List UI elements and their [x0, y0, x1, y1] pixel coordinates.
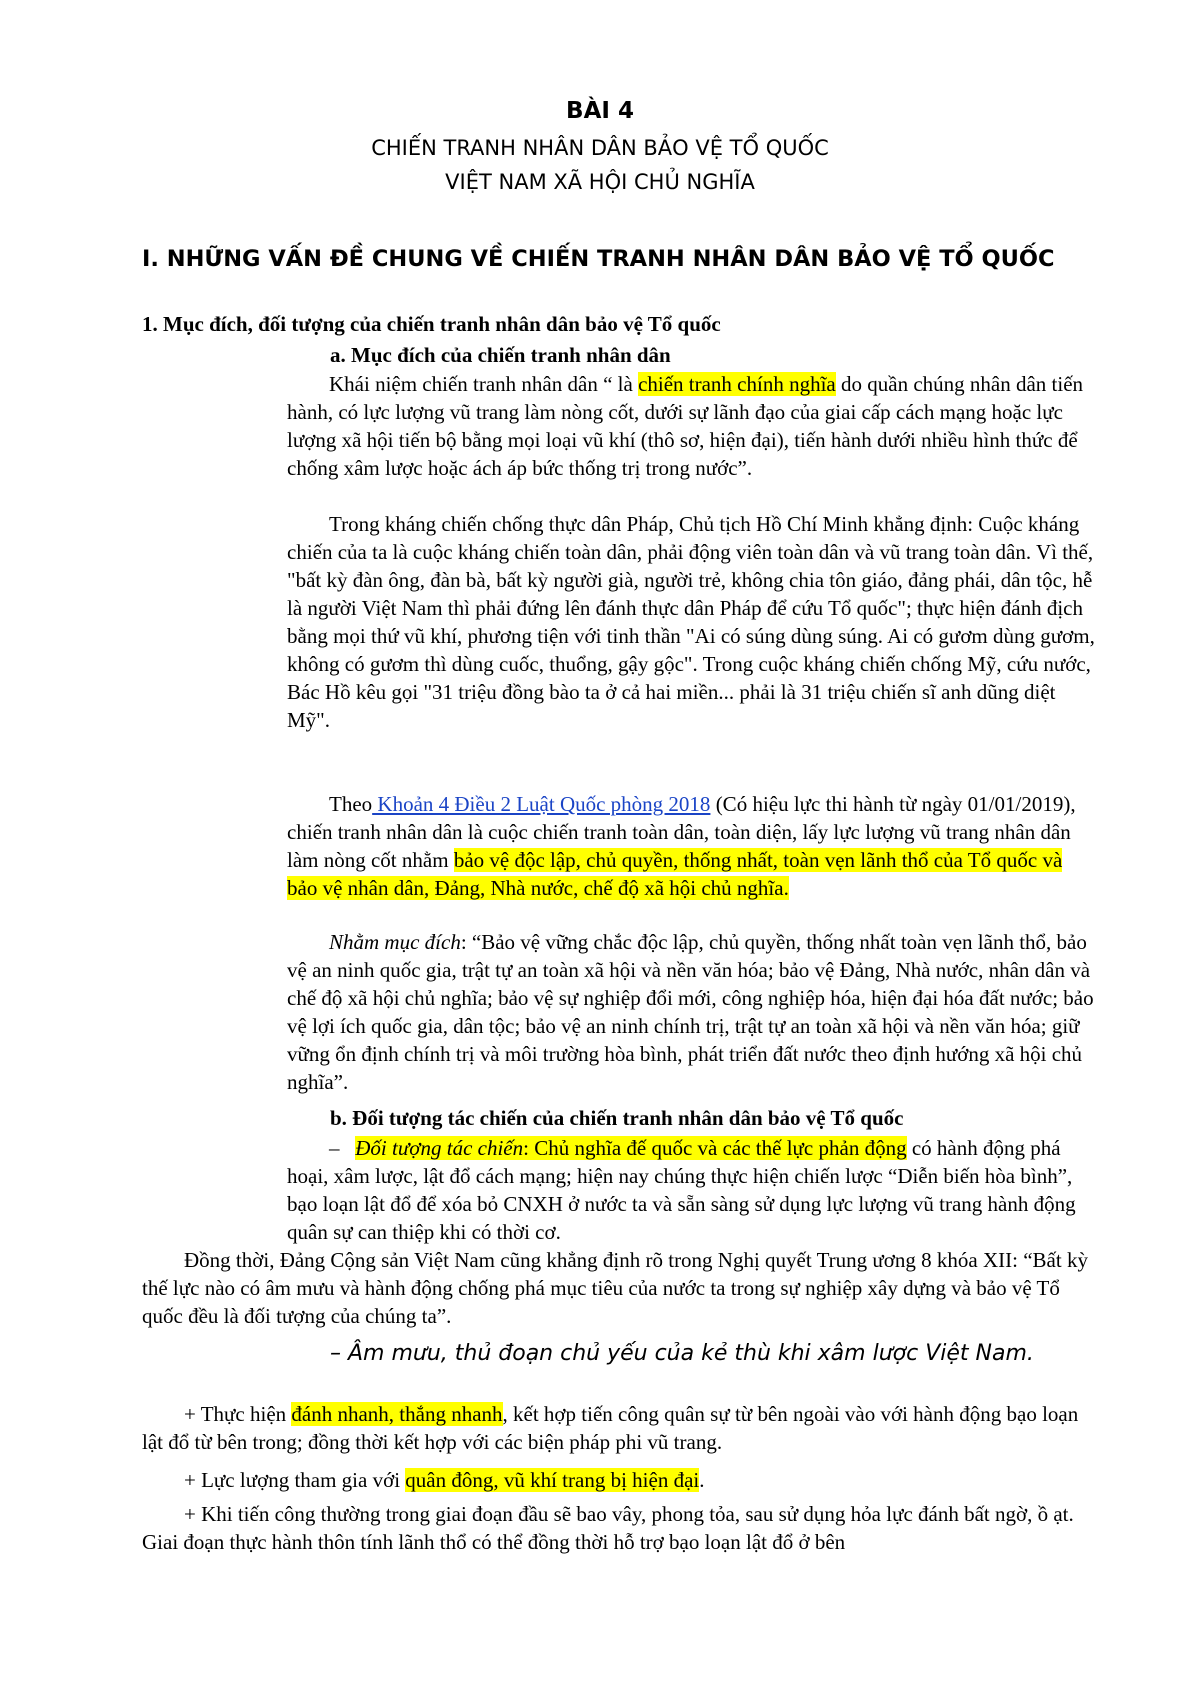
attack-phases-text: + Khi tiến công thường trong giai đoạn đầu sẽ bao vây, phong tỏa, sau sử dụng hỏa lực đánh bất ngờ, ồ ạt. Giai đoạn thực hành thôn tính lãnh thổ có thể đồng thời hỗ trợ bạo loạn lật đổ ở bên: [142, 1502, 1074, 1554]
concept-text-pre: Khái niệm chiến tranh nhân dân “ là: [329, 372, 639, 396]
subheading-a: a. Mục đích của chiến tranh nhân dân: [330, 343, 671, 367]
fast-attack-pre: + Thực hiện: [184, 1402, 292, 1426]
combat-target-item: [287, 1134, 1097, 1246]
subsection-heading: 1. Mục đích, đối tượng của chiến tranh nhân dân bảo vệ Tổ quốc: [142, 312, 721, 336]
forces-pre: + Lực lượng tham gia với: [184, 1468, 406, 1492]
lesson-title-line2: VIỆT NAM XÃ HỘI CHỦ NGHĨA: [445, 170, 755, 194]
fast-attack-post: , kết hợp tiến công quân sự từ bên ngoài vào với hành động bạo loạn lật đổ từ bên trong; đồng thời kết hợp với các biện pháp phi vũ trang.: [142, 1402, 1079, 1454]
forces-post: .: [699, 1468, 705, 1492]
resolution-text: Đồng thời, Đảng Cộng sản Việt Nam cũng khẳng định rõ trong Nghị quyết Trung ương 8 khóa XII: “Bất kỳ thế lực nào có âm mưu và hành động chống phá mục tiêu của nước ta trong sự nghiệp xây dựng và bảo vệ Tổ quốc đều là đối tượng của chúng ta”.: [142, 1248, 1088, 1328]
subheading-b: b. Đối tượng tác chiến của chiến tranh nhân dân bảo vệ Tổ quốc: [330, 1106, 904, 1130]
paragraph-resolution: [142, 1246, 1102, 1330]
purpose-label: Nhằm mục đích: [329, 930, 461, 954]
paragraph-ho-chi-minh: [287, 510, 1097, 734]
highlight-forces: quân đông, vũ khí trang bị hiện đại: [405, 1468, 700, 1492]
combat-target-label: Đối tượng tác chiến: [355, 1136, 524, 1160]
bullet-attack-phases: [142, 1500, 1102, 1556]
highlight-imperialism: : Chủ nghĩa đế quốc và các thế lực phản động: [523, 1136, 907, 1160]
law-text-mid: (Có hiệu lực thi hành từ ngày 01/01/2019), chiến tranh nhân dân là cuộc chiến tranh toàn dân, toàn diện, lấy lực lượng vũ trang nhân dân làm nòng cốt nhằm: [287, 792, 1076, 872]
lesson-title-line1: CHIẾN TRANH NHÂN DÂN BẢO VỆ TỔ QUỐC: [371, 136, 829, 160]
bullet-fast-attack: [142, 1400, 1102, 1456]
paragraph-defense-law: [287, 790, 1097, 902]
combat-target-text: có hành động phá hoại, xâm lược, lật đổ cách mạng; hiện nay chúng thực hiện chiến lược “Diễn biến hòa bình”, bạo loạn lật đổ để xóa bỏ CNXH ở nước ta và sẵn sàng sử dụng lực lượng vũ trang hành động quân sự can thiệp khi có thời cơ.: [287, 1136, 1076, 1244]
defense-law-link[interactable]: Khoản 4 Điều 2 Luật Quốc phòng 2018: [372, 792, 711, 816]
concept-text-post: do quần chúng nhân dân tiến hành, có lực lượng vũ trang làm nòng cốt, dưới sự lãnh đạo của giai cấp cách mạng hoặc lực lượng xã hội tiến bộ bằng mọi loại vũ khí (thô sơ, hiện đại), tiến hành dưới nhiều hình thức để chống xâm lược hoặc ách áp bức thống trị trong nước”.: [287, 372, 1084, 480]
lesson-number: BÀI 4: [566, 98, 634, 124]
paragraph-concept: [287, 370, 1097, 482]
purpose-text: : “Bảo vệ vững chắc độc lập, chủ quyền, thống nhất toàn vẹn lãnh thổ, bảo vệ an ninh quốc gia, trật tự an toàn xã hội và nền văn hóa; bảo vệ Đảng, Nhà nước, nhân dân và chế độ xã hội chủ nghĩa; bảo vệ sự nghiệp đổi mới, công nghiệp hóa, hiện đại hóa đất nước; bảo vệ lợi ích quốc gia, dân tộc; bảo vệ an ninh chính trị, trật tự an toàn xã hội và nền văn hóa; giữ vững ổn định chính trị và môi trường hòa bình, phát triển đất nước theo định hướng xã hội chủ nghĩa”.: [287, 930, 1094, 1094]
highlight-just-war: chiến tranh chính nghĩa: [638, 372, 836, 396]
bullet-forces: [142, 1466, 1102, 1494]
law-text-pre: Theo: [329, 792, 373, 816]
highlight-fast-attack: đánh nhanh, thắng nhanh: [291, 1402, 503, 1426]
dash-marker: –: [329, 1136, 340, 1160]
plot-heading: – Âm mưu, thủ đoạn chủ yếu của kẻ thù khi xâm lược Việt Nam.: [330, 1341, 1034, 1366]
highlight-protect-independence: bảo vệ độc lập, chủ quyền, thống nhất, toàn vẹn lãnh thổ của Tổ quốc và bảo vệ nhân dân, Đảng, Nhà nước, chế độ xã hội chủ nghĩa.: [287, 848, 1063, 900]
section-heading: I. NHỮNG VẤN ĐỀ CHUNG VỀ CHIẾN TRANH NHÂN DÂN BẢO VỆ TỔ QUỐC: [142, 246, 1055, 272]
ho-chi-minh-text: Trong kháng chiến chống thực dân Pháp, Chủ tịch Hồ Chí Minh khẳng định: Cuộc kháng chiến của ta là cuộc kháng chiến toàn dân, phải động viên toàn dân và vũ trang toàn dân. Vì thế, "bất kỳ đàn ông, đàn bà, bất kỳ người già, người trẻ, không chia tôn giáo, đảng phái, dân tộc, hễ là người Việt Nam thì phải đứng lên đánh thực dân Pháp để cứu Tổ quốc"; thực hiện đánh địch bằng mọi thứ vũ khí, phương tiện với tinh thần "Ai có súng dùng súng. Ai có gươm dùng gươm, không có gươm thì dùng cuốc, thuổng, gậy gộc". Trong cuộc kháng chiến chống Mỹ, cứu nước, Bác Hồ kêu gọi "31 triệu đồng bào ta ở cả hai miền... phải là 31 triệu chiến sĩ anh dũng diệt Mỹ".: [287, 512, 1095, 732]
paragraph-purpose: [287, 928, 1097, 1096]
